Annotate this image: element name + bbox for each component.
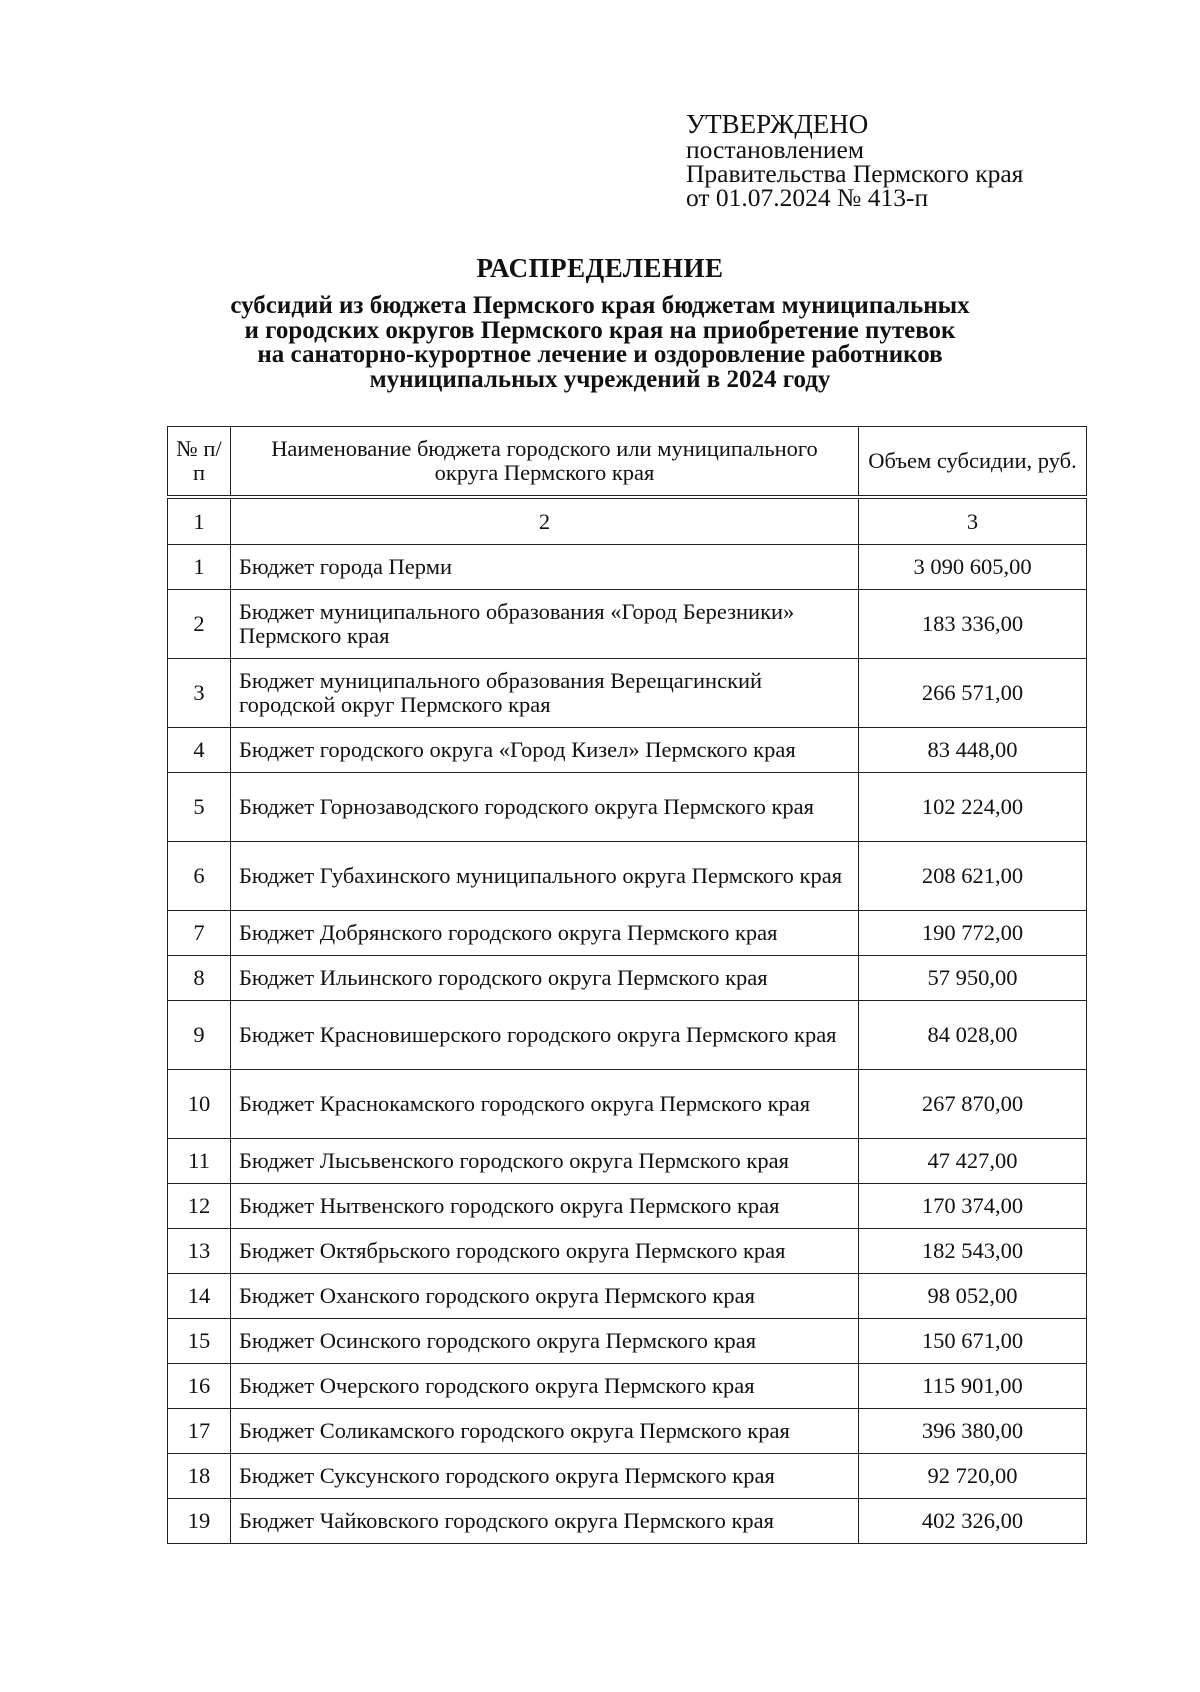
row-number: 13: [168, 1229, 231, 1274]
row-budget-name: Бюджет Оханского городского округа Пермского края: [231, 1274, 859, 1319]
approval-line: от 01.07.2024 № 413-п: [686, 183, 929, 212]
row-number: 3: [168, 659, 231, 728]
row-budget-name: Бюджет Губахинского муниципального округа Пермского края: [231, 842, 859, 911]
subtitle-line: субсидий из бюджета Пермского края бюджетам муниципальных: [230, 292, 970, 319]
row-subsidy-amount: 190 772,00: [859, 911, 1087, 956]
row-number: 7: [168, 911, 231, 956]
row-budget-name: Бюджет городского округа «Город Кизел» Пермского края: [231, 728, 859, 773]
row-budget-name: Бюджет Суксунского городского округа Пермского края: [231, 1454, 859, 1499]
row-budget-name: Бюджет муниципального образования «Город Березники» Пермского края: [231, 590, 859, 659]
row-number: 10: [168, 1070, 231, 1139]
row-subsidy-amount: 208 621,00: [859, 842, 1087, 911]
row-budget-name: Бюджет Осинского городского округа Пермского края: [231, 1319, 859, 1364]
table-row: [168, 545, 1087, 590]
column-index-row: [168, 497, 1087, 545]
table-row: [168, 1499, 1087, 1544]
table-row: [168, 1364, 1087, 1409]
table-row: [168, 1229, 1087, 1274]
document-title: РАСПРЕДЕЛЕНИЕ: [476, 253, 724, 283]
row-number: 15: [168, 1319, 231, 1364]
row-budget-name: Бюджет Нытвенского городского округа Пермского края: [231, 1184, 859, 1229]
row-subsidy-amount: 102 224,00: [859, 773, 1087, 842]
row-budget-name: Бюджет Лысьвенского городского округа Пермского края: [231, 1139, 859, 1184]
row-number: 1: [168, 545, 231, 590]
row-budget-name: Бюджет Добрянского городского округа Пермского края: [231, 911, 859, 956]
row-number: 16: [168, 1364, 231, 1409]
row-budget-name: Бюджет Краснокамского городского округа Пермского края: [231, 1070, 859, 1139]
row-subsidy-amount: 92 720,00: [859, 1454, 1087, 1499]
row-subsidy-amount: 3 090 605,00: [859, 545, 1087, 590]
table-row: [168, 1001, 1087, 1070]
column-index: 1: [168, 497, 231, 545]
row-subsidy-amount: 98 052,00: [859, 1274, 1087, 1319]
table-row: [168, 728, 1087, 773]
table-row: [168, 1274, 1087, 1319]
row-budget-name: Бюджет Ильинского городского округа Пермского края: [231, 956, 859, 1001]
table-row: [168, 956, 1087, 1001]
table-row: [168, 842, 1087, 911]
row-number: 4: [168, 728, 231, 773]
column-index: 3: [859, 497, 1087, 545]
row-number: 18: [168, 1454, 231, 1499]
row-subsidy-amount: 183 336,00: [859, 590, 1087, 659]
row-number: 19: [168, 1499, 231, 1544]
row-number: 14: [168, 1274, 231, 1319]
row-subsidy-amount: 115 901,00: [859, 1364, 1087, 1409]
subtitle-line: муниципальных учреждений в 2024 году: [369, 365, 831, 393]
subtitle-line: и городских округов Пермского края на приобретение путевок: [244, 316, 956, 344]
row-budget-name: Бюджет муниципального образования Верещагинский городской округ Пермского края: [231, 659, 859, 728]
row-subsidy-amount: 266 571,00: [859, 659, 1087, 728]
row-subsidy-amount: 47 427,00: [859, 1139, 1087, 1184]
table-row: [168, 1319, 1087, 1364]
row-budget-name: Бюджет Горнозаводского городского округа Пермского края: [231, 773, 859, 842]
row-subsidy-amount: 57 950,00: [859, 956, 1087, 1001]
distribution-table: [167, 426, 1087, 1544]
row-budget-name: Бюджет города Перми: [231, 545, 859, 590]
approval-line: постановлением: [686, 135, 865, 164]
row-subsidy-amount: 150 671,00: [859, 1319, 1087, 1364]
row-number: 12: [168, 1184, 231, 1229]
approval-block: [686, 110, 1023, 210]
row-subsidy-amount: 267 870,00: [859, 1070, 1087, 1139]
table-header-row: [168, 427, 1087, 498]
row-number: 5: [168, 773, 231, 842]
table-row: [168, 1409, 1087, 1454]
row-subsidy-amount: 402 326,00: [859, 1499, 1087, 1544]
row-budget-name: Бюджет Октябрьского городского округа Пермского края: [231, 1229, 859, 1274]
row-number: 9: [168, 1001, 231, 1070]
table-row: [168, 1070, 1087, 1139]
row-subsidy-amount: 182 543,00: [859, 1229, 1087, 1274]
table-row: [168, 1454, 1087, 1499]
header-name: Наименование бюджета городского или муниципального округа Пермского края: [231, 427, 859, 498]
row-budget-name: Бюджет Чайковского городского округа Пермского края: [231, 1499, 859, 1544]
subtitle-line: на санаторно-курортное лечение и оздоровление работников: [257, 341, 943, 368]
row-budget-name: Бюджет Очерского городского округа Пермского края: [231, 1364, 859, 1409]
table-row: [168, 773, 1087, 842]
table-body: [168, 427, 1087, 1544]
header-num: № п/п: [168, 427, 231, 498]
table-row: [168, 1139, 1087, 1184]
row-subsidy-amount: 170 374,00: [859, 1184, 1087, 1229]
row-subsidy-amount: 83 448,00: [859, 728, 1087, 773]
row-budget-name: Бюджет Соликамского городского округа Пермского края: [231, 1409, 859, 1454]
table-row: [168, 1184, 1087, 1229]
document-subtitle: [160, 294, 1040, 392]
row-number: 8: [168, 956, 231, 1001]
column-index: 2: [231, 497, 859, 545]
table-row: [168, 911, 1087, 956]
row-number: 6: [168, 842, 231, 911]
row-number: 2: [168, 590, 231, 659]
row-number: 11: [168, 1139, 231, 1184]
row-number: 17: [168, 1409, 231, 1454]
approval-heading: УТВЕРЖДЕНО: [686, 109, 869, 139]
row-subsidy-amount: 396 380,00: [859, 1409, 1087, 1454]
table-row: [168, 659, 1087, 728]
row-subsidy-amount: 84 028,00: [859, 1001, 1087, 1070]
row-budget-name: Бюджет Красновишерского городского округа Пермского края: [231, 1001, 859, 1070]
approval-line: Правительства Пермского края: [686, 159, 1024, 188]
table-row: [168, 590, 1087, 659]
header-sum: Объем субсидии, руб.: [859, 427, 1087, 498]
